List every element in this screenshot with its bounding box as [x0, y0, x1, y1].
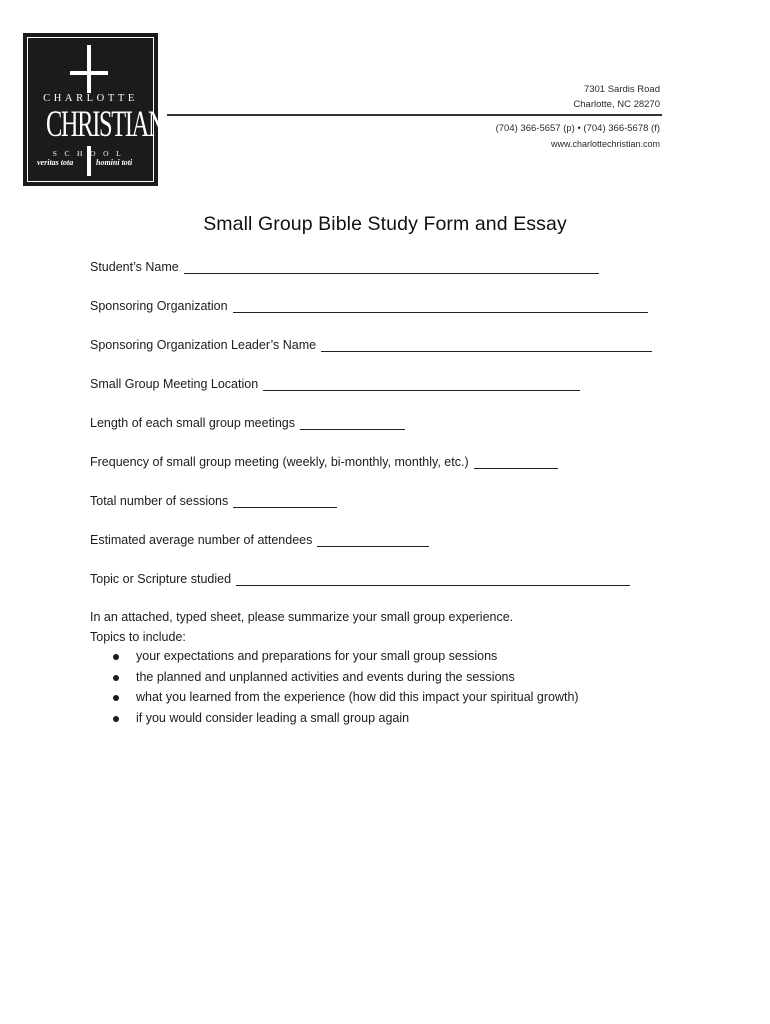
field-label: Student’s Name: [90, 260, 179, 274]
topic-scripture-blank[interactable]: [236, 572, 630, 586]
address-city: Charlotte, NC 28270: [573, 99, 660, 110]
meeting-length-blank[interactable]: [300, 416, 405, 430]
list-item: [112, 670, 579, 691]
topics-list: [112, 649, 579, 731]
school-logo: [23, 33, 165, 186]
logo-motto-left: veritas tota: [37, 158, 74, 167]
field-meeting-length: [90, 416, 405, 430]
total-sessions-blank[interactable]: [233, 494, 337, 508]
contact-website[interactable]: www.charlottechristian.com: [550, 139, 660, 149]
topic-text: the planned and unplanned activities and events during the sessions: [136, 669, 515, 684]
leader-name-blank[interactable]: [321, 338, 652, 352]
page-title: Small Group Bible Study Form and Essay: [203, 213, 567, 235]
field-label: Sponsoring Organization Leader’s Name: [90, 338, 317, 352]
bullet-icon: [113, 716, 119, 722]
bullet-icon: [113, 675, 119, 681]
field-meeting-frequency: [90, 455, 558, 469]
topic-text: if you would consider leading a small group again: [136, 710, 410, 725]
field-leader-name: [90, 338, 652, 352]
field-label: Total number of sessions: [90, 494, 229, 508]
field-label: Small Group Meeting Location: [90, 377, 259, 391]
logo-school: SCHOOL: [52, 149, 129, 158]
field-topic-scripture: [90, 572, 630, 586]
field-student-name: [90, 260, 599, 274]
list-item: [112, 711, 579, 732]
topic-text: what you learned from the experience (how did this impact your spiritual growth): [136, 690, 579, 704]
bullet-icon: [113, 695, 119, 701]
header-divider: [167, 114, 662, 116]
field-label: Frequency of small group meeting (weekly, bi-monthly, monthly, etc.): [90, 455, 469, 469]
list-item: [112, 690, 579, 711]
instructions-topics-heading: Topics to include:: [90, 630, 186, 644]
list-item: [112, 649, 579, 670]
topic-text: your expectations and preparations for your small group sessions: [136, 649, 498, 663]
field-label: Estimated average number of attendees: [90, 533, 313, 547]
student-name-blank[interactable]: [184, 260, 599, 274]
sponsoring-organization-blank[interactable]: [233, 299, 648, 313]
field-label: Length of each small group meetings: [90, 416, 295, 430]
field-total-sessions: [90, 494, 337, 508]
logo-motto-right: homini toti: [96, 158, 133, 167]
bullet-icon: [113, 654, 119, 660]
instructions-intro: In an attached, typed sheet, please summarize your small group experience.: [90, 610, 514, 624]
field-sponsoring-organization: [90, 299, 648, 313]
field-label: Topic or Scripture studied: [90, 572, 232, 586]
address-street: 7301 Sardis Road: [583, 84, 660, 95]
contact-phone: (704) 366-5657 (p) • (704) 366-5678 (f): [495, 123, 660, 134]
meeting-frequency-blank[interactable]: [474, 455, 558, 469]
logo-christian: CHRISTIAN: [45, 104, 165, 145]
meeting-location-blank[interactable]: [263, 377, 580, 391]
field-label: Sponsoring Organization: [90, 299, 228, 313]
average-attendees-blank[interactable]: [317, 533, 429, 547]
field-average-attendees: [90, 533, 429, 547]
field-meeting-location: [90, 377, 580, 391]
logo-charlotte: CHARLOTTE: [43, 93, 138, 104]
